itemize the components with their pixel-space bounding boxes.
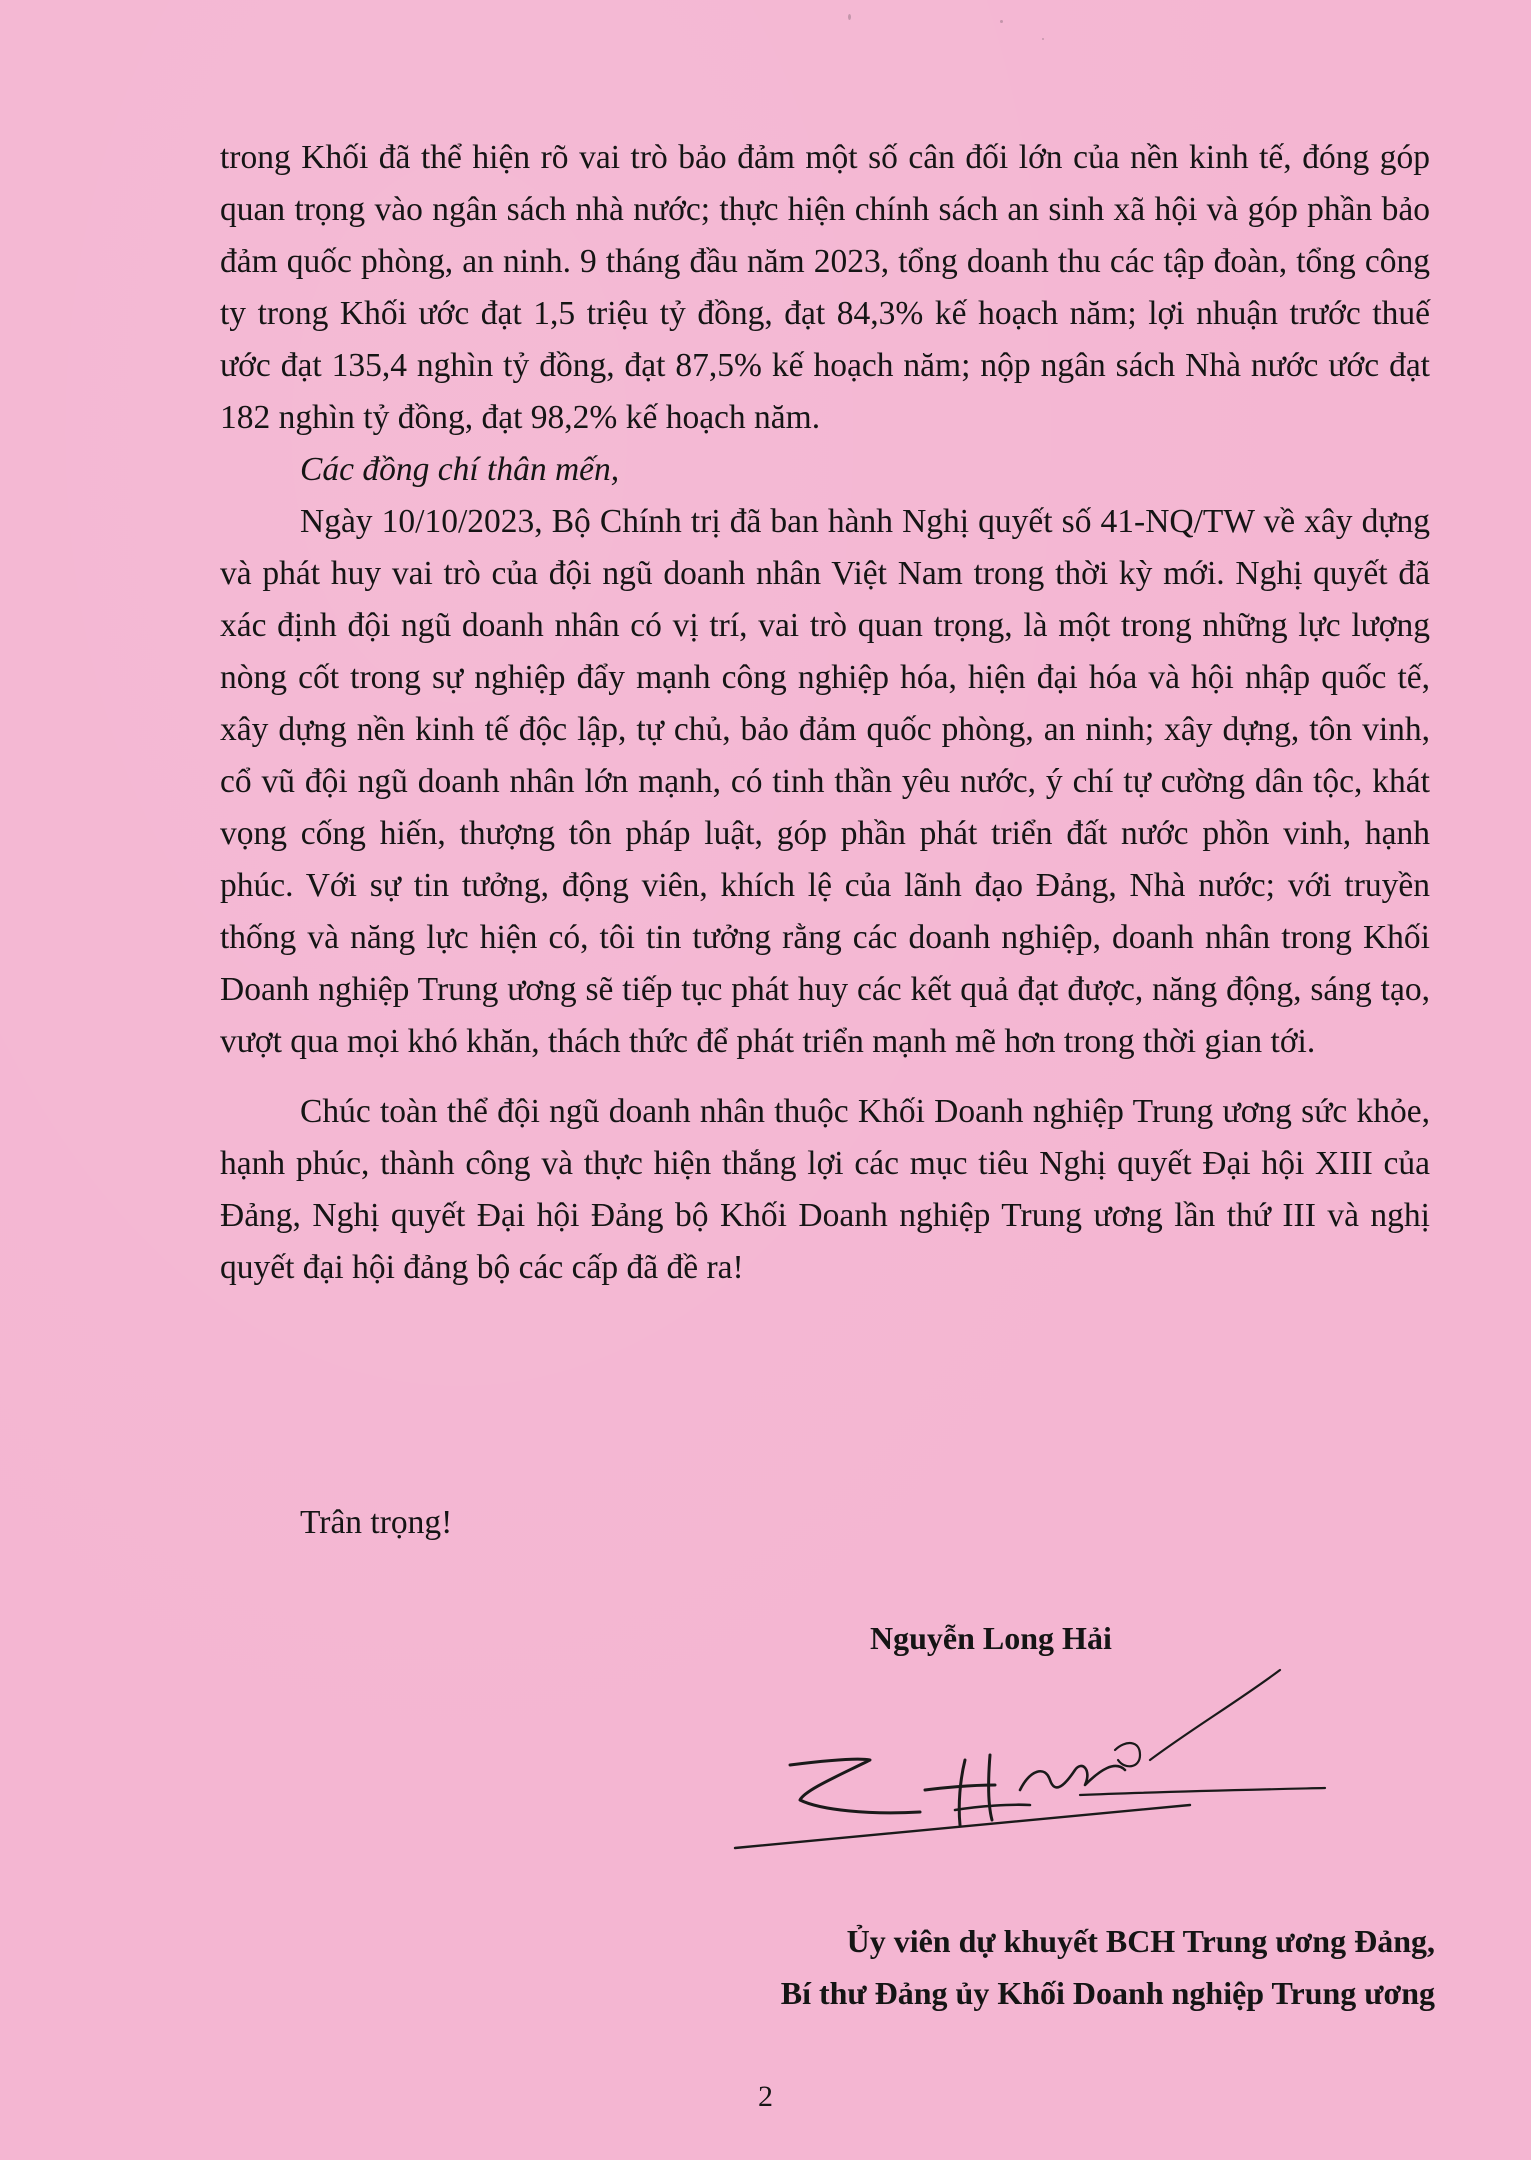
letter-body [220, 132, 1430, 1294]
body-paragraph: Chúc toàn thể đội ngũ doanh nhân thuộc Khối Doanh nghiệp Trung ương sức khỏe, hạnh phúc, thành công và thực hiện thắng lợi các mục tiêu Nghị quyết Đại hội XIII của Đảng, Nghị quyết Đại hội Đảng bộ Khối Doanh nghiệp Trung ương lần thứ III và nghị quyết đại hội đảng bộ các cấp đã đề ra! [220, 1093, 1430, 1286]
handwritten-signature [720, 1620, 1340, 1880]
closing-line: Trân trọng! [300, 1504, 453, 1541]
signer-name: Nguyễn Long Hải [870, 1620, 1112, 1656]
page-number: 2 [758, 2080, 773, 2113]
body-paragraph: trong Khối đã thể hiện rõ vai trò bảo đảm một số cân đối lớn của nền kinh tế, đóng góp quan trọng vào ngân sách nhà nước; thực hiện chính sách an sinh xã hội và góp phần bảo đảm quốc phòng, an ninh. 9 tháng đầu năm 2023, tổng doanh thu các tập đoàn, tổng công ty trong Khối ước đạt 1,5 triệu tỷ đồng, đạt 84,3% kế hoạch năm; lợi nhuận trước thuế ước đạt 135,4 nghìn tỷ đồng, đạt 87,5% kế hoạch năm; nộp ngân sách Nhà nước ước đạt 182 nghìn tỷ đồng, đạt 98,2% kế hoạch năm. [220, 139, 1430, 436]
signer-title-line: Ủy viên dự khuyết BCH Trung ương Đảng, [846, 1923, 1435, 1959]
body-paragraph: Ngày 10/10/2023, Bộ Chính trị đã ban hành Nghị quyết số 41-NQ/TW về xây dựng và phát huy vai trò của đội ngũ doanh nhân Việt Nam trong thời kỳ mới. Nghị quyết đã xác định đội ngũ doanh nhân có vị trí, vai trò quan trọng, là một trong những lực lượng nòng cốt trong sự nghiệp đẩy mạnh công nghiệp hóa, hiện đại hóa và hội nhập quốc tế, xây dựng nền kinh tế độc lập, tự chủ, bảo đảm quốc phòng, an ninh; xây dựng, tôn vinh, cổ vũ đội ngũ doanh nhân lớn mạnh, có tinh thần yêu nước, ý chí tự cường dân tộc, khát vọng cống hiến, thượng tôn pháp luật, góp phần phát triển đất nước phồn vinh, hạnh phúc. Với sự tin tưởng, động viên, khích lệ của lãnh đạo Đảng, Nhà nước; với truyền thống và năng lực hiện có, tôi tin tưởng rằng các doanh nghiệp, doanh nhân trong Khối Doanh nghiệp Trung ương sẽ tiếp tục phát huy các kết quả đạt được, năng động, sáng tạo, vượt qua mọi khó khăn, thách thức để phát triển mạnh mẽ hơn trong thời gian tới. [220, 503, 1430, 1060]
scan-speck [848, 14, 851, 20]
scan-speck [1042, 38, 1044, 40]
scan-speck [1000, 20, 1003, 23]
greeting-line: Các đồng chí thân mến, [300, 451, 620, 488]
signer-title [580, 1915, 1435, 2019]
signer-title-line: Bí thư Đảng ủy Khối Doanh nghiệp Trung ương [780, 1975, 1435, 2011]
